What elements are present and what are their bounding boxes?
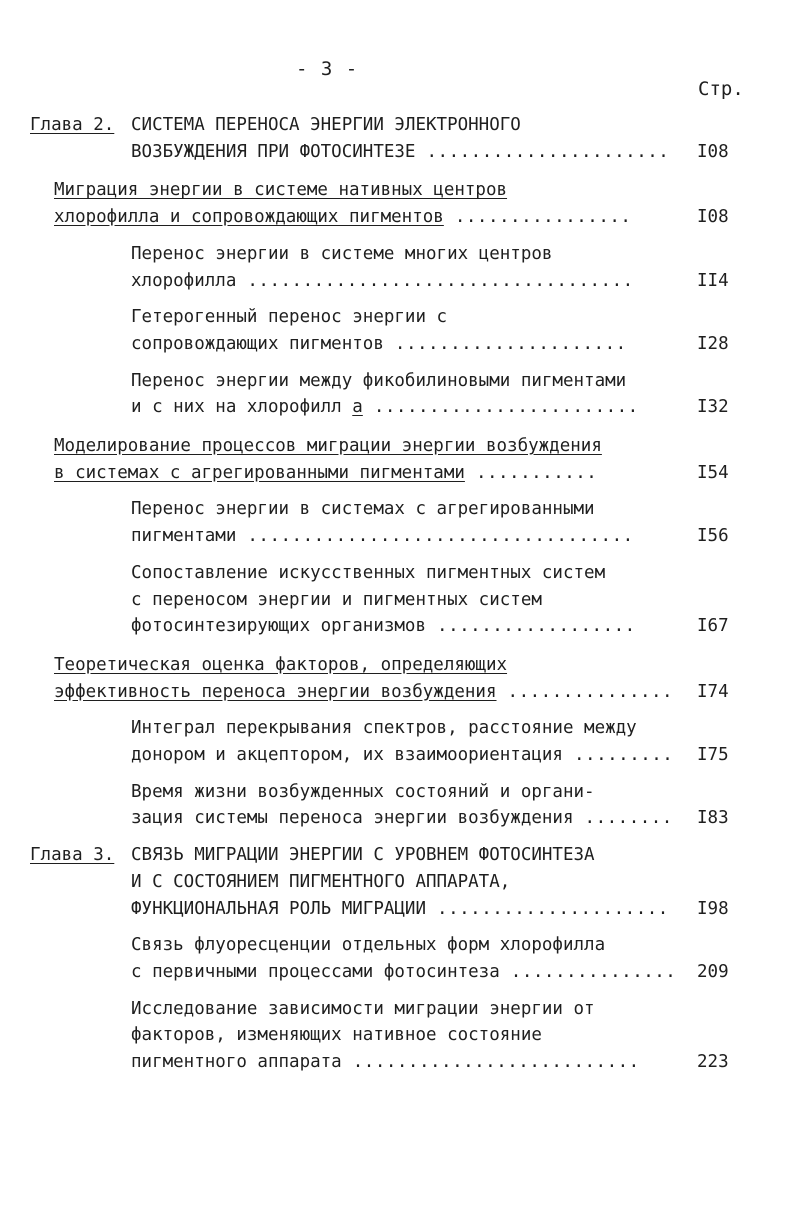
section-title: хлорофилла и сопровождающих пигментов <box>54 207 444 228</box>
toc-chapter-3 <box>0 842 796 922</box>
leader-dots: ............... <box>499 961 677 982</box>
section-title: в системах с агрегированными пигментами <box>54 462 465 483</box>
toc-subsection <box>0 241 796 294</box>
toc-page: I08 <box>697 141 729 162</box>
section-title: Моделирование процессов миграции энергии возбуждения <box>54 436 602 457</box>
leader-dots: ........... <box>464 462 598 483</box>
toc-line: СИСТЕМА ПЕРЕНОСА ЭНЕРГИИ ЭЛЕКТРОННОГО <box>131 115 521 135</box>
subsection-title <box>0 397 363 417</box>
toc-subsection <box>0 368 796 421</box>
toc-line: СВЯЗЬ МИГРАЦИИ ЭНЕРГИИ С УРОВНЕМ ФОТОСИНТЕЗА <box>131 845 595 866</box>
toc-page: I54 <box>697 462 729 483</box>
toc-page: I08 <box>697 207 729 228</box>
subsection-title: пигментного аппарата <box>131 1052 342 1073</box>
subsection-title: донором и акцептором, их взаимоориентация <box>131 745 563 766</box>
toc-subsection <box>0 496 796 549</box>
toc-page: I74 <box>697 681 729 702</box>
subsection-title: Перенос энергии в системах с агрегированными <box>131 499 595 520</box>
toc-section <box>0 177 796 230</box>
toc-page: I67 <box>697 616 729 637</box>
leader-dots: ................ <box>443 207 632 228</box>
toc-subsection <box>0 560 796 640</box>
toc-section <box>0 433 796 486</box>
leader-dots: ........ <box>573 808 673 829</box>
toc-section <box>0 652 796 705</box>
toc-page: I83 <box>697 808 729 829</box>
leader-dots: .................. <box>426 616 636 637</box>
subsection-title: зация системы переноса энергии возбуждения <box>131 808 574 829</box>
toc-subsection <box>0 996 796 1076</box>
page-number: - 3 - <box>296 58 359 80</box>
toc-page: 209 <box>697 961 729 982</box>
chapter-label: Глава 2. <box>30 115 115 135</box>
section-title: Миграция энергии в системе нативных центров <box>54 180 508 201</box>
subsection-title: Время жизни возбужденных состояний и органи- <box>131 781 595 802</box>
subsection-title: факторов, изменяющих нативное состояние <box>131 1025 542 1046</box>
leader-dots: ......... <box>562 745 674 766</box>
subsection-title-text: и с них на хлорофилл <box>131 397 353 418</box>
toc-page: I28 <box>697 333 729 354</box>
subsection-title: Связь флуоресценции отдельных форм хлорофилла <box>131 935 606 956</box>
subsection-title: Исследование зависимости миграции энергии от <box>131 998 595 1019</box>
toc-page: I56 <box>697 526 729 547</box>
toc-line: ВОЗБУЖДЕНИЯ ПРИ ФОТОСИНТЕЗЕ <box>131 141 416 162</box>
subsection-title: хлорофилла <box>131 270 237 291</box>
section-title: эффективность переноса энергии возбуждения <box>54 681 497 702</box>
subsection-title: с первичными процессами фотосинтеза <box>131 961 500 982</box>
subsection-title: фотосинтезирующих организмов <box>131 616 427 637</box>
toc-line: И С СОСТОЯНИЕМ ПИГМЕНТНОГО АППАРАТА, <box>131 871 511 892</box>
toc-page: 223 <box>697 1052 729 1073</box>
leader-dots: ........................ <box>362 397 639 418</box>
leader-dots: ................................... <box>236 526 634 547</box>
leader-dots: ............... <box>496 681 674 702</box>
toc-page: I98 <box>697 898 729 919</box>
subsection-title: Интеграл перекрывания спектров, расстояние между <box>131 718 637 739</box>
toc-page: II4 <box>697 270 729 291</box>
table-of-contents <box>0 112 796 1076</box>
chlorophyll-a-letter: а <box>352 397 363 418</box>
leader-dots: ..................... <box>426 898 669 919</box>
toc-page: I75 <box>697 745 729 766</box>
leader-dots: ..................... <box>383 333 627 354</box>
subsection-title: пигментами <box>131 526 237 547</box>
leader-dots: .......................... <box>341 1052 640 1073</box>
subsection-title: Перенос энергии между фикобилиновыми пигментами <box>131 370 627 391</box>
section-title: Теоретическая оценка факторов, определяющих <box>54 654 508 675</box>
subsection-title: с переносом энергии и пигментных систем <box>131 589 542 610</box>
toc-subsection <box>0 779 796 832</box>
toc-subsection <box>0 932 796 985</box>
subsection-title: Перенос энергии в системе многих центров <box>131 243 553 264</box>
chapter-label: Глава 3. <box>30 845 115 866</box>
leader-dots: ................................... <box>236 270 634 291</box>
page-column-label: Стр. <box>698 78 744 100</box>
subsection-title: сопровождающих пигментов <box>131 333 384 354</box>
toc-page: I32 <box>697 397 729 418</box>
toc-subsection <box>0 304 796 357</box>
subsection-title: Гетерогенный перенос энергии с <box>131 307 448 328</box>
leader-dots: ...................... <box>415 141 670 162</box>
subsection-title: Сопоставление искусственных пигментных систем <box>131 562 606 583</box>
toc-subsection <box>0 715 796 768</box>
toc-line: ФУНКЦИОНАЛЬНАЯ РОЛЬ МИГРАЦИИ <box>131 898 427 919</box>
toc-chapter-2 <box>0 112 796 165</box>
